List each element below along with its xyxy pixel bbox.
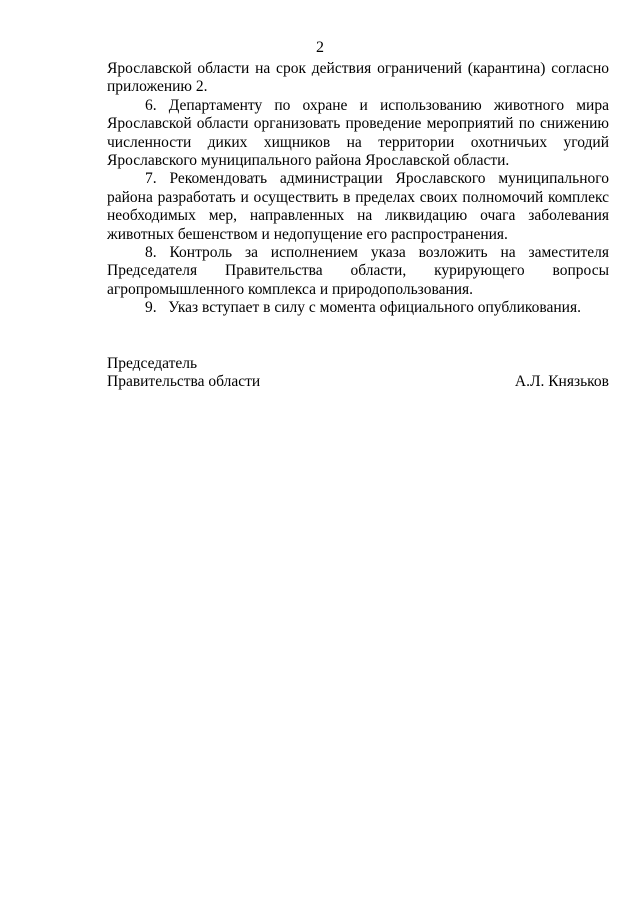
paragraph-item-8: 8. Контроль за исполнением указа возложить на заместителя Председателя Правительства области, курирующего вопросы агропромышленного комплекса и природопользования. xyxy=(107,244,609,298)
signatory-title-line2: Правительства области xyxy=(107,373,261,391)
document-body xyxy=(107,60,609,318)
signature-block xyxy=(107,355,609,392)
signatory-name: А.Л. Князьков xyxy=(514,373,609,391)
paragraph-item-7: 7. Рекомендовать администрации Ярославского муниципального района разработать и осуществить в пределах своих полномочий комплекс необходимых мер, направленных на ликвидацию очага заболевания животных бешенством и недопущение его распространения. xyxy=(107,170,609,243)
paragraph-continuation: Ярославской области на срок действия ограничений (карантина) согласно приложению 2. xyxy=(107,60,609,96)
signature-row xyxy=(107,373,609,391)
paragraph-item-9: 9. Указ вступает в силу с момента официального опубликования. xyxy=(145,299,581,317)
page-number: 2 xyxy=(316,39,324,56)
signatory-title-line1: Председатель xyxy=(107,355,198,372)
paragraph-item-6: 6. Департаменту по охране и использованию животного мира Ярославской области организовать проведение мероприятий по снижению численности диких хищников на территории охотничьих угодий Ярославского муниципального района Ярославской области. xyxy=(107,96,609,170)
